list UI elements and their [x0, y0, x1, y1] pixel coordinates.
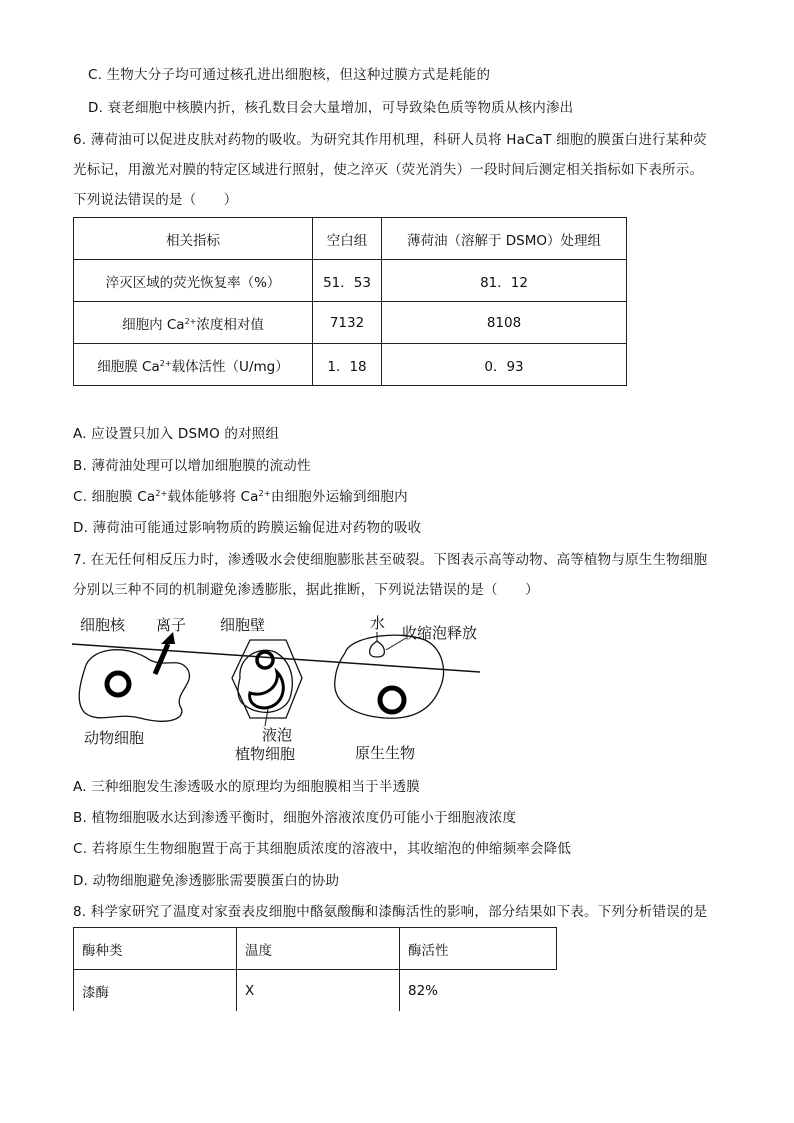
superscript: 2+: [155, 489, 168, 498]
table-cell: 51．53: [313, 260, 382, 302]
animal-cell-outline: [79, 650, 189, 722]
table-header-row: [74, 928, 557, 970]
superscript: 2+: [184, 316, 197, 326]
label-ion: 离子: [156, 616, 187, 634]
animal-cell-nucleus: [107, 673, 129, 695]
q7-stem-line2: 分别以三种不同的机制避免渗透膨胀，据此推断，下列说法错误的是（ ）: [73, 582, 539, 598]
label-cell-wall: 细胞壁: [220, 616, 266, 634]
table-row: [74, 344, 627, 386]
label-protist: 原生生物: [355, 744, 416, 762]
option-text: C. 细胞膜 Ca: [73, 489, 156, 505]
q7-option-c: C. 若将原生生物细胞置于高于其细胞质浓度的溶液中，其收缩泡的伸缩频率会降低: [73, 841, 572, 857]
osmotic-swelling-figure: [70, 608, 490, 768]
superscript: 2+: [258, 489, 271, 498]
table-row: [74, 970, 557, 1012]
header-cell: 酶活性: [400, 928, 557, 970]
cell-text: 细胞膜 Ca: [97, 358, 160, 375]
option-text: 由细胞外运输到细胞内: [270, 489, 408, 505]
label-plant-cell: 植物细胞: [235, 745, 296, 763]
q7-stem-line1: 7. 在无任何相反压力时，渗透吸水会使细胞膨胀甚至破裂。下图表示高等动物、高等植物与原生生物细胞: [73, 552, 708, 568]
cell-text: 浓度相对值: [196, 316, 264, 333]
label-animal-cell: 动物细胞: [84, 729, 145, 747]
contractile-vacuole: [370, 641, 385, 657]
table-header-row: [74, 218, 627, 260]
q7-option-a: A. 三种细胞发生渗透吸水的原理均为细胞膜相当于半透膜: [73, 779, 420, 795]
table-cell: 0．93: [382, 344, 627, 386]
table-cell: 82%: [400, 970, 557, 1012]
label-vacuole: 液泡: [262, 726, 293, 744]
q6-option-c: [73, 488, 408, 506]
header-cell: 温度: [237, 928, 400, 970]
header-cell: 薄荷油（溶解于 DSMO）处理组: [382, 218, 627, 260]
q8-stem-line1: 8. 科学家研究了温度对家蚕表皮细胞中酪氨酸酶和漆酶活性的影响，部分结果如下表。下列分析错误的是: [73, 904, 708, 920]
option-text: 载体能够将 Ca: [167, 489, 259, 505]
q6-stem-line3: 下列说法错误的是（ ）: [73, 192, 238, 208]
table-cell: 8108: [382, 302, 627, 344]
table-cell: 漆酶: [74, 970, 237, 1012]
membrane-reference-line: [72, 644, 480, 672]
superscript: 2+: [159, 358, 172, 368]
table-cell: X: [237, 970, 400, 1012]
q6-stem-line1: 6. 薄荷油可以促进皮肤对药物的吸收。为研究其作用机理，科研人员将 HaCaT 细胞的膜蛋白进行某种荧: [73, 132, 707, 148]
q6-option-d: D. 薄荷油可能通过影响物质的跨膜运输促进对药物的吸收: [73, 520, 422, 536]
q5-option-c: C. 生物大分子均可通过核孔进出细胞核，但这种过膜方式是耗能的: [88, 67, 491, 83]
plant-cell-vacuole: [250, 672, 284, 708]
table-row: [74, 260, 627, 302]
q6-stem-line2: 光标记，用激光对膜的特定区域进行照射，使之淬灭（荧光消失）一段时间后测定相关指标如下表所示。: [73, 162, 704, 178]
q7-option-d: D. 动物细胞避免渗透膨胀需要膜蛋白的协助: [73, 873, 340, 889]
label-contractile-release: 收缩泡释放: [402, 624, 478, 642]
q6-option-b: B. 薄荷油处理可以增加细胞膜的流动性: [73, 458, 311, 474]
table-cell: [74, 344, 313, 386]
table-cell: 81．12: [382, 260, 627, 302]
q5-option-d: D. 衰老细胞中核膜内折，核孔数目会大量增加，可导致染色质等物质从核内渗出: [88, 100, 574, 116]
header-cell: 相关指标: [74, 218, 313, 260]
cell-text: 细胞内 Ca: [122, 316, 185, 333]
cell-text: 载体活性（U/mg）: [171, 358, 289, 375]
label-water: 水: [370, 614, 386, 632]
table-cell: 1．18: [313, 344, 382, 386]
table-row: [74, 302, 627, 344]
table-cell: 淬灭区域的荧光恢复率（%）: [74, 260, 313, 302]
ion-export-arrow-shaft: [155, 644, 168, 674]
table-cell: [74, 302, 313, 344]
q6-data-table: [73, 217, 627, 386]
label-nucleus: 细胞核: [80, 616, 126, 634]
protist-nucleus: [380, 688, 404, 712]
q6-option-a: A. 应设置只加入 DSMO 的对照组: [73, 426, 280, 442]
header-cell: 酶种类: [74, 928, 237, 970]
q8-data-table: [73, 927, 557, 1011]
header-cell: 空白组: [313, 218, 382, 260]
table-cell: 7132: [313, 302, 382, 344]
q7-option-b: B. 植物细胞吸水达到渗透平衡时，细胞外溶液浓度仍可能小于细胞液浓度: [73, 810, 517, 826]
plant-cell-nucleus: [257, 652, 273, 668]
